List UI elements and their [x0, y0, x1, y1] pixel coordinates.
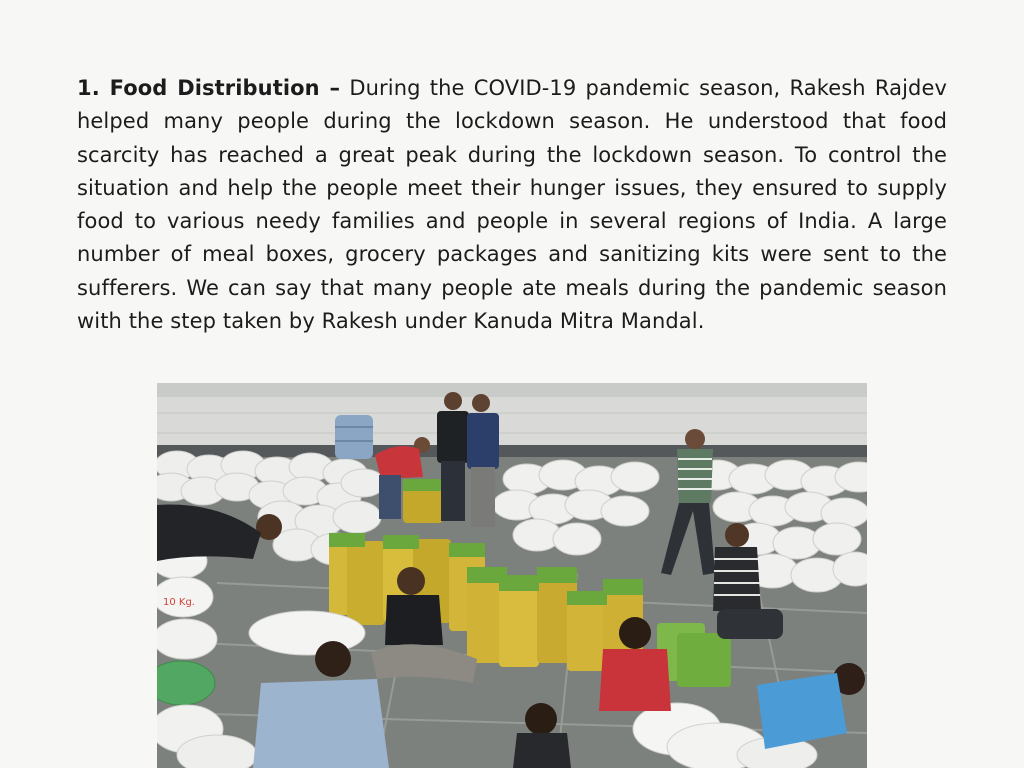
article [77, 72, 947, 338]
food-distribution-paragraph [77, 72, 947, 338]
food-distribution-photo [157, 383, 867, 768]
section-heading: 1. Food Distribution – [77, 76, 341, 100]
blue-sack-stack [335, 415, 373, 459]
paragraph-body: During the COVID-19 pandemic season, Rakesh Rajdev helped many people during the lockdown season. He understood that food scarcity has reached a great peak during the lockdown season. To control the situation and help the people meet their hunger issues, they ensured to supply food to various needy families and people in several regions of India. A large number of meal boxes, grocery packages and sanitizing kits were sent to the sufferers. We can say that many people ate meals during the pandemic season with the step taken by Rakesh under Kanuda Mitra Mandal. [77, 76, 947, 334]
photo-illustration [157, 383, 867, 768]
bag-print: 10 Kg. [163, 597, 195, 608]
